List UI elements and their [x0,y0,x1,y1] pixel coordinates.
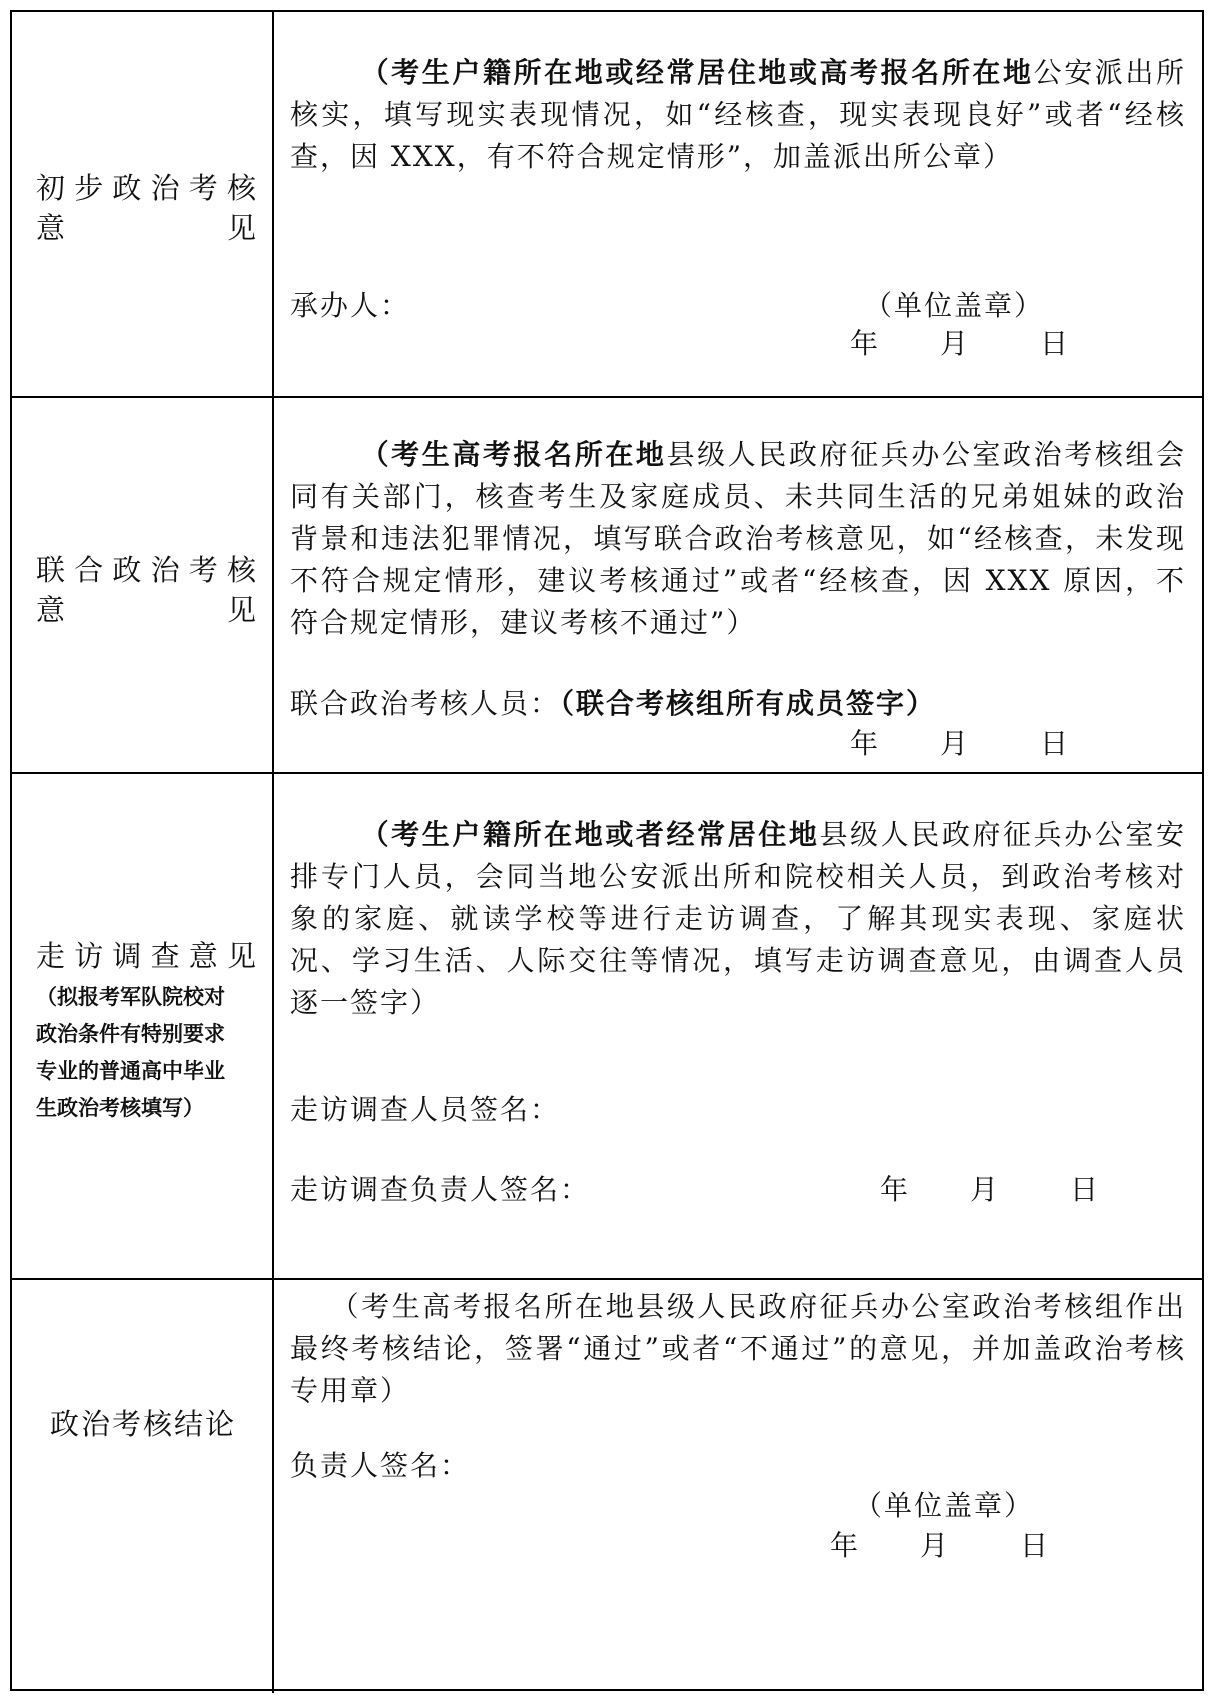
row-final-conclusion [12,1280,1202,1693]
handler-label: 承办人： [290,289,411,322]
instruction-bold: （考生户籍所在地或者经常居住地 [360,818,820,851]
instruction-text [290,52,1186,178]
label-cell [12,774,274,1278]
label-char: 核 [226,553,256,587]
instruction-text [290,434,1186,644]
leader-signature-label: 走访调查负责人签名： [290,1173,591,1206]
members-line [290,682,936,722]
label-title: 政治考核结论 [50,1407,237,1441]
label-char: 初 [36,171,66,205]
political-review-form [10,10,1204,1691]
label-char: 调 [112,939,142,973]
instruction-rest: 县级人民政府征兵办公室安排专门人员，会同当地公安派出所和院校相关人员，到政治考核对象的家庭、就读学校等进行走访调查，了解其现实表现、家庭状况、学习生活、人际交往等情况，填写走访调查意见，由调查人员逐一签字） [290,818,1186,1019]
label-title [36,548,256,589]
instruction-rest: 县级人民政府征兵办公室政治考核组会同有关部门，核查考生及家庭成员、未共同生活的兄弟姐妹的政治背景和违法犯罪情况，填写联合政治考核意见，如“经核查，未发现不符合规定情形，建议考核通过”或者“经核查，因 XXX 原因，不符合规定情形，建议考核不通过”） [290,438,1186,639]
seal-note: （单位盖章） [864,289,1045,322]
label-char: 治 [150,553,180,587]
label-char: 见 [226,593,256,627]
label-char: 访 [74,939,104,973]
instruction-bold: （考生高考报名所在地 [360,438,667,471]
date-day: 日 [1040,327,1071,360]
label-char: 政 [112,553,142,587]
label-cell [12,12,274,396]
instruction-text [290,814,1186,1024]
label-char: 见 [226,211,256,245]
date-month: 月 [920,1529,951,1562]
row-joint-review [12,398,1202,774]
label-char: 意 [188,939,218,973]
label-char: 考 [188,171,218,205]
date-month: 月 [940,327,971,360]
content-cell [274,398,1202,772]
date-year: 年 [850,727,881,760]
label-suffix [36,206,256,247]
label-char: 合 [74,553,104,587]
label-note-line: （拟报考军队院校对 [36,985,225,1009]
content-cell [274,12,1202,396]
instruction-rest: 公安派出所核实，填写现实表现情况，如“经核查，现实表现良好”或者“经核查，因 XXX，有不符合规定情形”，加盖派出所公章） [290,56,1186,173]
date-day: 日 [1040,727,1071,760]
instruction-text [290,1286,1186,1412]
label-char: 政 [112,171,142,205]
seal-note: （单位盖章） [854,1489,1035,1522]
date-day: 日 [1020,1529,1051,1562]
row-field-investigation [12,774,1202,1280]
row-preliminary-review [12,12,1202,398]
instruction-bold: （考生户籍所在地或经常居住地或高考报名所在地 [360,56,1034,89]
label-char: 意 [36,593,66,627]
date-year: 年 [880,1173,911,1206]
label-char: 步 [74,171,104,205]
label-note-line: 政治条件有特别要求 [36,1022,225,1046]
date-month: 月 [940,727,971,760]
label-char: 考 [188,553,218,587]
label-title [36,166,256,207]
label-char: 核 [226,171,256,205]
instruction-rest: （考生高考报名所在地县级人民政府征兵办公室政治考核组作出最终考核结论，签署“通过”或者“不通过”的意见，并加盖政治考核专用章） [290,1290,1186,1407]
date-year: 年 [830,1529,861,1562]
label-char: 走 [36,939,66,973]
label-note-line: 专业的普通高中毕业 [36,1059,225,1083]
members-note: （联合考核组所有成员签字） [560,687,937,720]
label-note-line: 生政治考核填写） [36,1096,204,1120]
label-cell [12,398,274,772]
label-char: 治 [150,171,180,205]
label-char: 意 [36,211,66,245]
date-month: 月 [970,1173,1001,1206]
label-suffix [36,588,256,629]
label-char: 联 [36,553,66,587]
content-cell [274,774,1202,1278]
members-label: 联合政治考核人员： [290,687,561,720]
label-title [36,934,256,975]
date-year: 年 [850,327,881,360]
investigators-signature-label: 走访调查人员签名： [290,1093,561,1126]
label-cell [12,1280,274,1693]
content-cell [274,1280,1202,1693]
signer-label: 负责人签名： [290,1449,471,1482]
label-char: 见 [226,939,256,973]
label-char: 查 [150,939,180,973]
date-day: 日 [1070,1173,1101,1206]
